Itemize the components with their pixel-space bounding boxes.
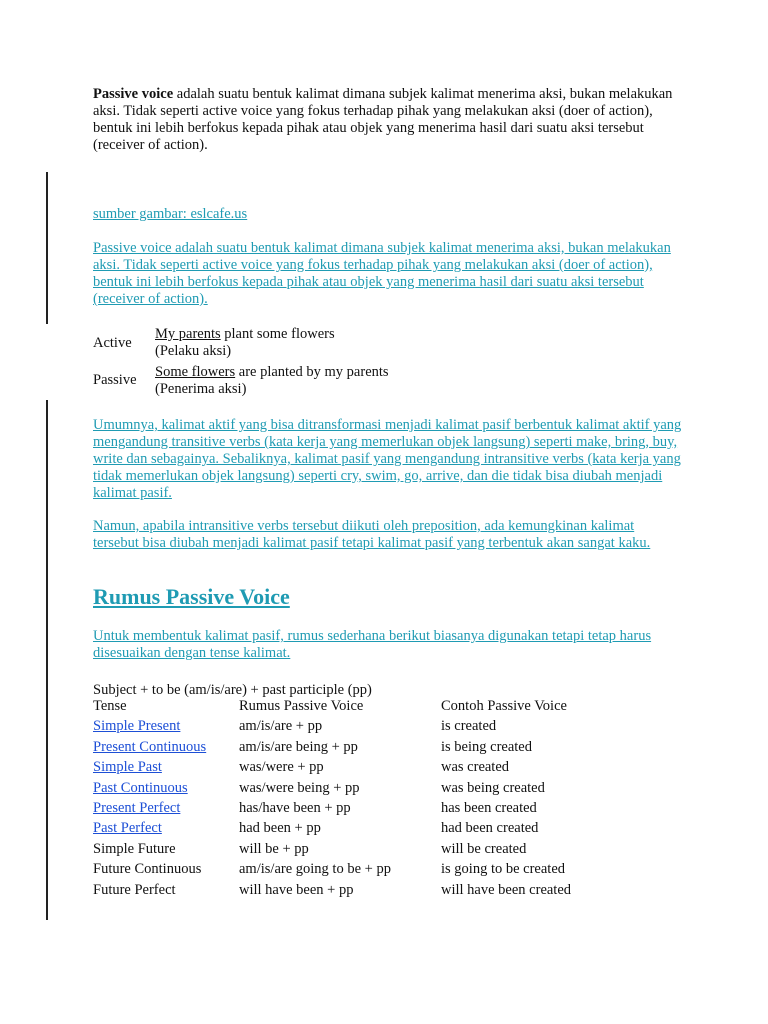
tense-link[interactable]: Present Perfect xyxy=(93,799,181,816)
table-row xyxy=(93,861,641,881)
table-row xyxy=(93,780,641,800)
table-cell-rumus: has/have been + pp xyxy=(239,799,351,816)
example-active-rest: plant some flowers xyxy=(220,326,335,342)
table-cell-tense xyxy=(93,882,239,902)
linked-paragraph-1[interactable]: Passive voice adalah suatu bentuk kalimat dimana subjek kalimat menerima aksi, bukan melakukan aksi. Tidak seperti active voice yang fokus terhadap pihak yang melakukan aksi (doer of action), bentuk ini lebih berfokus kepada pihak atau objek yang menerima hasil dari suatu aksi tersebut (receiver of action). xyxy=(93,240,671,307)
example-passive-label: Passive xyxy=(93,372,137,388)
table-cell-contoh: will have been created xyxy=(441,881,572,898)
table-cell-rumus: am/is/are + pp xyxy=(239,718,323,735)
tense-link[interactable]: Simple Past xyxy=(93,759,162,776)
table-cell-contoh: had been created xyxy=(441,820,539,837)
example-passive-rest: are planted by my parents xyxy=(235,364,389,380)
table-cell-contoh: will be created xyxy=(441,840,527,857)
tense-label: Future Continuous xyxy=(93,861,202,878)
intro-text: adalah suatu bentuk kalimat dimana subjek kalimat menerima aksi, bukan melakukan aksi. Tidak seperti active voice yang fokus terhadap pihak yang melakukan aksi (doer of action), bentuk ini lebih berfokus kepada pihak atau objek yang menerima hasil dari suatu aksi tersebut (receiver of action). xyxy=(93,86,673,153)
table-row xyxy=(93,739,641,759)
intro-bold-term: Passive voice xyxy=(93,86,174,102)
example-passive-note: (Penerima aksi) xyxy=(155,381,247,397)
margin-bar-bottom xyxy=(46,400,48,920)
tense-link[interactable]: Present Continuous xyxy=(93,738,207,755)
tense-label: Future Perfect xyxy=(93,881,176,898)
example-passive-text xyxy=(155,364,389,398)
table-cell-rumus: was/were being + pp xyxy=(239,779,360,796)
table-cell-contoh: is created xyxy=(441,718,497,735)
table-row xyxy=(93,800,641,820)
tense-link[interactable]: Past Continuous xyxy=(93,779,188,796)
example-active-label: Active xyxy=(93,335,132,351)
table-cell-rumus: was/were + pp xyxy=(239,759,324,776)
intro-paragraph xyxy=(93,86,683,154)
formula-text: Subject + to be (am/is/are) + past participle (pp) xyxy=(93,682,372,698)
table-header-row xyxy=(93,698,641,718)
table-cell-tense[interactable] xyxy=(93,820,239,840)
margin-bar-top xyxy=(46,172,48,324)
table-cell-tense[interactable] xyxy=(93,739,239,759)
tense-link[interactable]: Past Perfect xyxy=(93,820,162,837)
table-cell-rumus: will be + pp xyxy=(239,840,309,857)
table-cell-contoh: was created xyxy=(441,759,510,776)
table-row xyxy=(93,841,641,861)
table-row xyxy=(93,759,641,779)
example-active-note: (Pelaku aksi) xyxy=(155,343,232,359)
table-cell-contoh: is being created xyxy=(441,738,532,755)
table-cell-tense[interactable] xyxy=(93,759,239,779)
table-cell-contoh: has been created xyxy=(441,799,537,816)
linked-paragraph-3[interactable]: Namun, apabila intransitive verbs tersebut diikuti oleh preposition, ada kemungkinan kalimat tersebut bisa diubah menjadi kalimat pasif tetapi kalimat pasif yang terbentuk akan sangat kaku. xyxy=(93,518,651,551)
tense-label: Simple Future xyxy=(93,840,176,857)
table-row xyxy=(93,882,641,902)
table-cell-contoh: is going to be created xyxy=(441,861,566,878)
tense-link[interactable]: Simple Present xyxy=(93,718,181,735)
example-active-subject: My parents xyxy=(155,326,221,342)
table-cell-tense xyxy=(93,841,239,861)
table-cell-tense[interactable] xyxy=(93,800,239,820)
table-cell-tense xyxy=(93,861,239,881)
section-intro-link[interactable]: Untuk membentuk kalimat pasif, rumus sederhana berikut biasanya digunakan tetapi tetap harus disesuaikan dengan tense kalimat. xyxy=(93,628,652,661)
section-heading[interactable]: Rumus Passive Voice xyxy=(93,584,290,609)
example-passive-subject: Some flowers xyxy=(155,364,236,380)
table-row xyxy=(93,820,641,840)
linked-paragraph-2[interactable]: Umumnya, kalimat aktif yang bisa ditransformasi menjadi kalimat pasif berbentuk kalimat aktif yang mengandung transitive verbs (kata kerja yang memerlukan objek langsung) seperti make, bring, buy, write dan sebagainya. Sebaliknya, kalimat pasif yang mengandung intransitive verbs (kata kerja yang tidak memerlukan objek langsung) seperti cry, swim, go, arrive, dan die tidak bisa diubah menjadi kalimat pasif. xyxy=(93,417,682,501)
table-cell-rumus: am/is/are going to be + pp xyxy=(239,861,391,878)
table-header-contoh: Contoh Passive Voice xyxy=(441,698,567,714)
table-header-tense: Tense xyxy=(93,698,127,714)
table-cell-rumus: had been + pp xyxy=(239,820,321,837)
example-active-text xyxy=(155,326,335,360)
table-header-rumus: Rumus Passive Voice xyxy=(239,698,364,714)
table-cell-rumus: will have been + pp xyxy=(239,881,354,898)
tense-table xyxy=(93,698,641,902)
source-caption-link[interactable]: sumber gambar: eslcafe.us xyxy=(93,206,248,222)
table-cell-contoh: was being created xyxy=(441,779,545,796)
table-cell-tense[interactable] xyxy=(93,780,239,800)
table-cell-tense[interactable] xyxy=(93,718,239,738)
table-row xyxy=(93,718,641,738)
table-cell-rumus: am/is/are being + pp xyxy=(239,738,358,755)
